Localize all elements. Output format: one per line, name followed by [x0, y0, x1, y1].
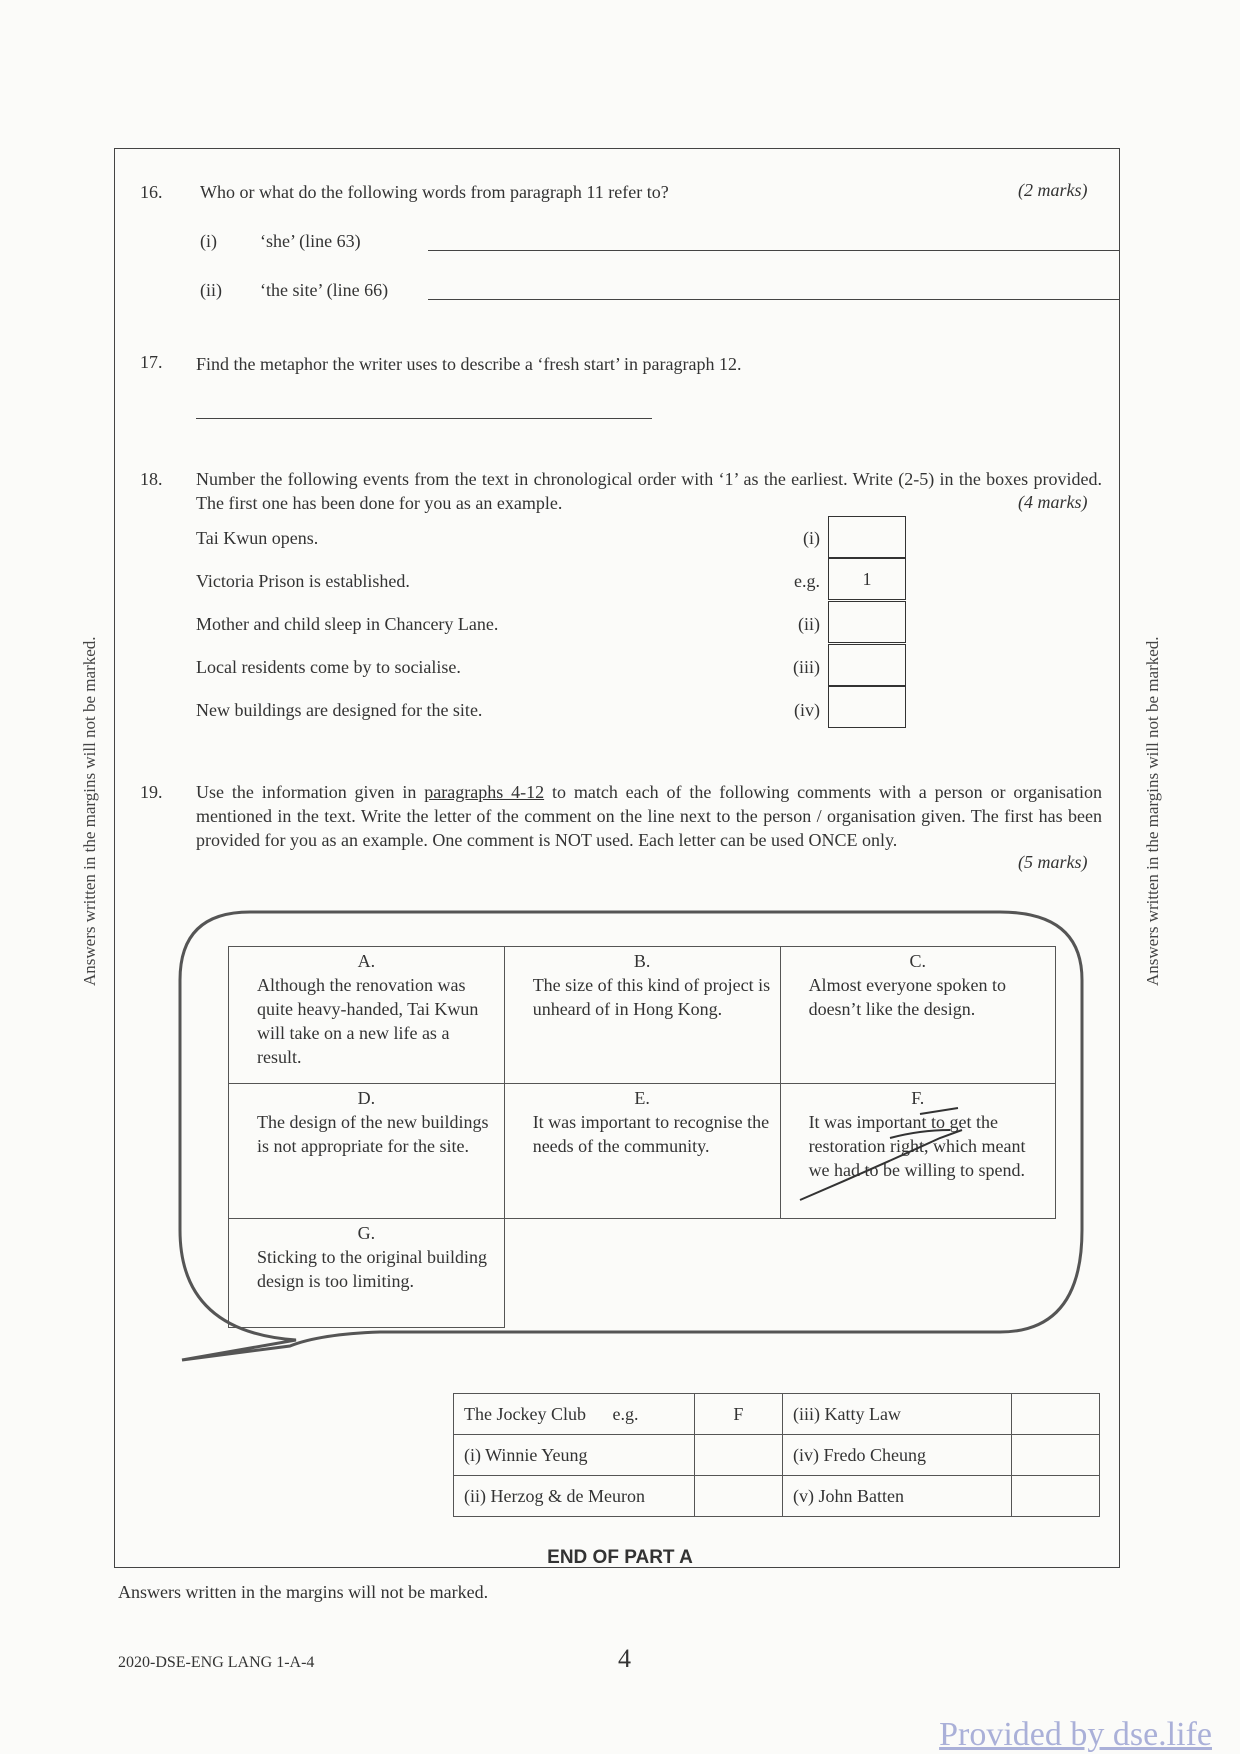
q18-marks: (4 marks) [1018, 492, 1088, 512]
handwritten-strike-marks [790, 1100, 1050, 1210]
q16-item-ii-roman: (ii) [200, 280, 222, 300]
comment-letter: F. [911, 1088, 925, 1108]
answer-name-text: The Jockey Club [464, 1403, 586, 1424]
table-row [454, 1476, 1100, 1517]
q18-answer-box[interactable] [828, 601, 906, 643]
q16-item-i-roman: (i) [200, 231, 217, 251]
comment-text: The design of the new buildings is not appropriate for the site. [257, 1112, 489, 1156]
q19-paragraph-link: paragraphs 4-12 [424, 782, 545, 802]
comment-letter: B. [633, 951, 651, 971]
q18-event: Victoria Prison is established. [196, 571, 410, 591]
right-margin-note: Answers written in the margins will not be marked. [1143, 636, 1162, 986]
left-margin-note: Answers written in the margins will not be marked. [80, 636, 99, 986]
comment-letter: E. [634, 1088, 650, 1108]
comment-text: Although the renovation was quite heavy-handed, Tai Kwun will take on a new life as a result. [257, 975, 479, 1067]
comment-cell-a [229, 947, 505, 1084]
q17-answer-line[interactable] [196, 418, 652, 419]
page-number: 4 [618, 1644, 631, 1673]
comment-text: It was important to get the restoration right, which meant we had to be willing to spend. [808, 1112, 1026, 1180]
q18-answer-box[interactable] [828, 686, 906, 728]
q18-number: 18. [140, 469, 163, 489]
comment-letter: G. [357, 1223, 376, 1243]
q19-number: 19. [140, 782, 163, 802]
comment-letter: D. [357, 1088, 376, 1108]
q16-marks: (2 marks) [1018, 180, 1088, 200]
q18-event-label: (iii) [793, 657, 820, 677]
q18-event: Local residents come by to socialise. [196, 657, 461, 677]
comment-text: Almost everyone spoken to doesn’t like the design. [808, 975, 1007, 1019]
comment-text: The size of this kind of project is unheard of in Hong Kong. [532, 975, 771, 1019]
bottom-margin-note: Answers written in the margins will not be marked. [118, 1582, 489, 1602]
answer-name: (ii) Herzog & de Meuron [454, 1476, 695, 1517]
q16-text: Who or what do the following words from paragraph 11 refer to? [200, 182, 669, 202]
answer-box[interactable] [694, 1476, 782, 1517]
q17-text: Find the metaphor the writer uses to describe a ‘fresh start’ in paragraph 12. [196, 354, 742, 374]
table-row [454, 1394, 1100, 1435]
q17-number: 17. [140, 352, 163, 372]
q16-item-ii-text: ‘the site’ (line 66) [260, 280, 389, 300]
answer-name: (i) Winnie Yeung [454, 1435, 695, 1476]
answer-box[interactable] [1011, 1394, 1099, 1435]
q16-number: 16. [140, 182, 163, 202]
end-of-part-heading: END OF PART A [547, 1547, 693, 1568]
comment-letter: C. [909, 951, 927, 971]
answer-name: (iv) Fredo Cheung [782, 1435, 1011, 1476]
q18-answer-box[interactable]: 1 [828, 558, 906, 600]
q18-answer-box[interactable] [828, 644, 906, 686]
answer-box[interactable] [1011, 1435, 1099, 1476]
table-row [454, 1435, 1100, 1476]
answer-box[interactable] [694, 1435, 782, 1476]
q18-event-label: e.g. [794, 571, 820, 591]
answer-name: (iii) Katty Law [782, 1394, 1011, 1435]
q16-answer-line-i[interactable] [428, 250, 1120, 251]
q16-item-i-text: ‘she’ (line 63) [260, 231, 361, 251]
comment-cell-d [229, 1084, 505, 1219]
q18-event-label: (iv) [794, 700, 820, 720]
comment-cell-e [504, 1084, 780, 1219]
q18-event-label: (ii) [798, 614, 820, 634]
answer-box[interactable]: F [694, 1394, 782, 1435]
provided-by-watermark[interactable]: Provided by dse.life [939, 1716, 1212, 1753]
q18-event: New buildings are designed for the site. [196, 700, 483, 720]
q16-answer-line-ii[interactable] [428, 299, 1120, 300]
q19-marks: (5 marks) [1018, 852, 1088, 872]
comment-cell-g [229, 1219, 505, 1328]
comment-cell-b [504, 947, 780, 1084]
answer-name [454, 1394, 695, 1435]
q19-text [196, 780, 1102, 852]
comment-letter: A. [357, 951, 376, 971]
q18-event-label: (i) [803, 528, 820, 548]
comment-cell-c [780, 947, 1055, 1084]
answer-name: (v) John Batten [782, 1476, 1011, 1517]
q18-answer-box[interactable] [828, 516, 906, 558]
example-label: e.g. [612, 1403, 639, 1424]
comment-text: It was important to recognise the needs of the community. [532, 1112, 770, 1156]
q18-event: Tai Kwun opens. [196, 528, 319, 548]
q18-event: Mother and child sleep in Chancery Lane. [196, 614, 499, 634]
q19-text-post: to match each of the following comments with a person or organisation mentioned in the text. Write the letter of the comment on the line next to the person / organisation given. The first has been provided for you as an example. One comment is NOT used. Each letter can be used ONCE only. [196, 782, 1102, 850]
answer-box[interactable] [1011, 1476, 1099, 1517]
q19-text-pre: Use the information given in [196, 782, 425, 802]
comment-text: Sticking to the original building design is too limiting. [257, 1247, 487, 1291]
q18-text: Number the following events from the text in chronological order with ‘1’ as the earliest. Write (2-5) in the boxes provided. The first one has been done for you as an example. [196, 469, 1102, 513]
paper-code: 2020-DSE-ENG LANG 1-A-4 [118, 1654, 315, 1671]
answer-table [453, 1393, 1100, 1517]
